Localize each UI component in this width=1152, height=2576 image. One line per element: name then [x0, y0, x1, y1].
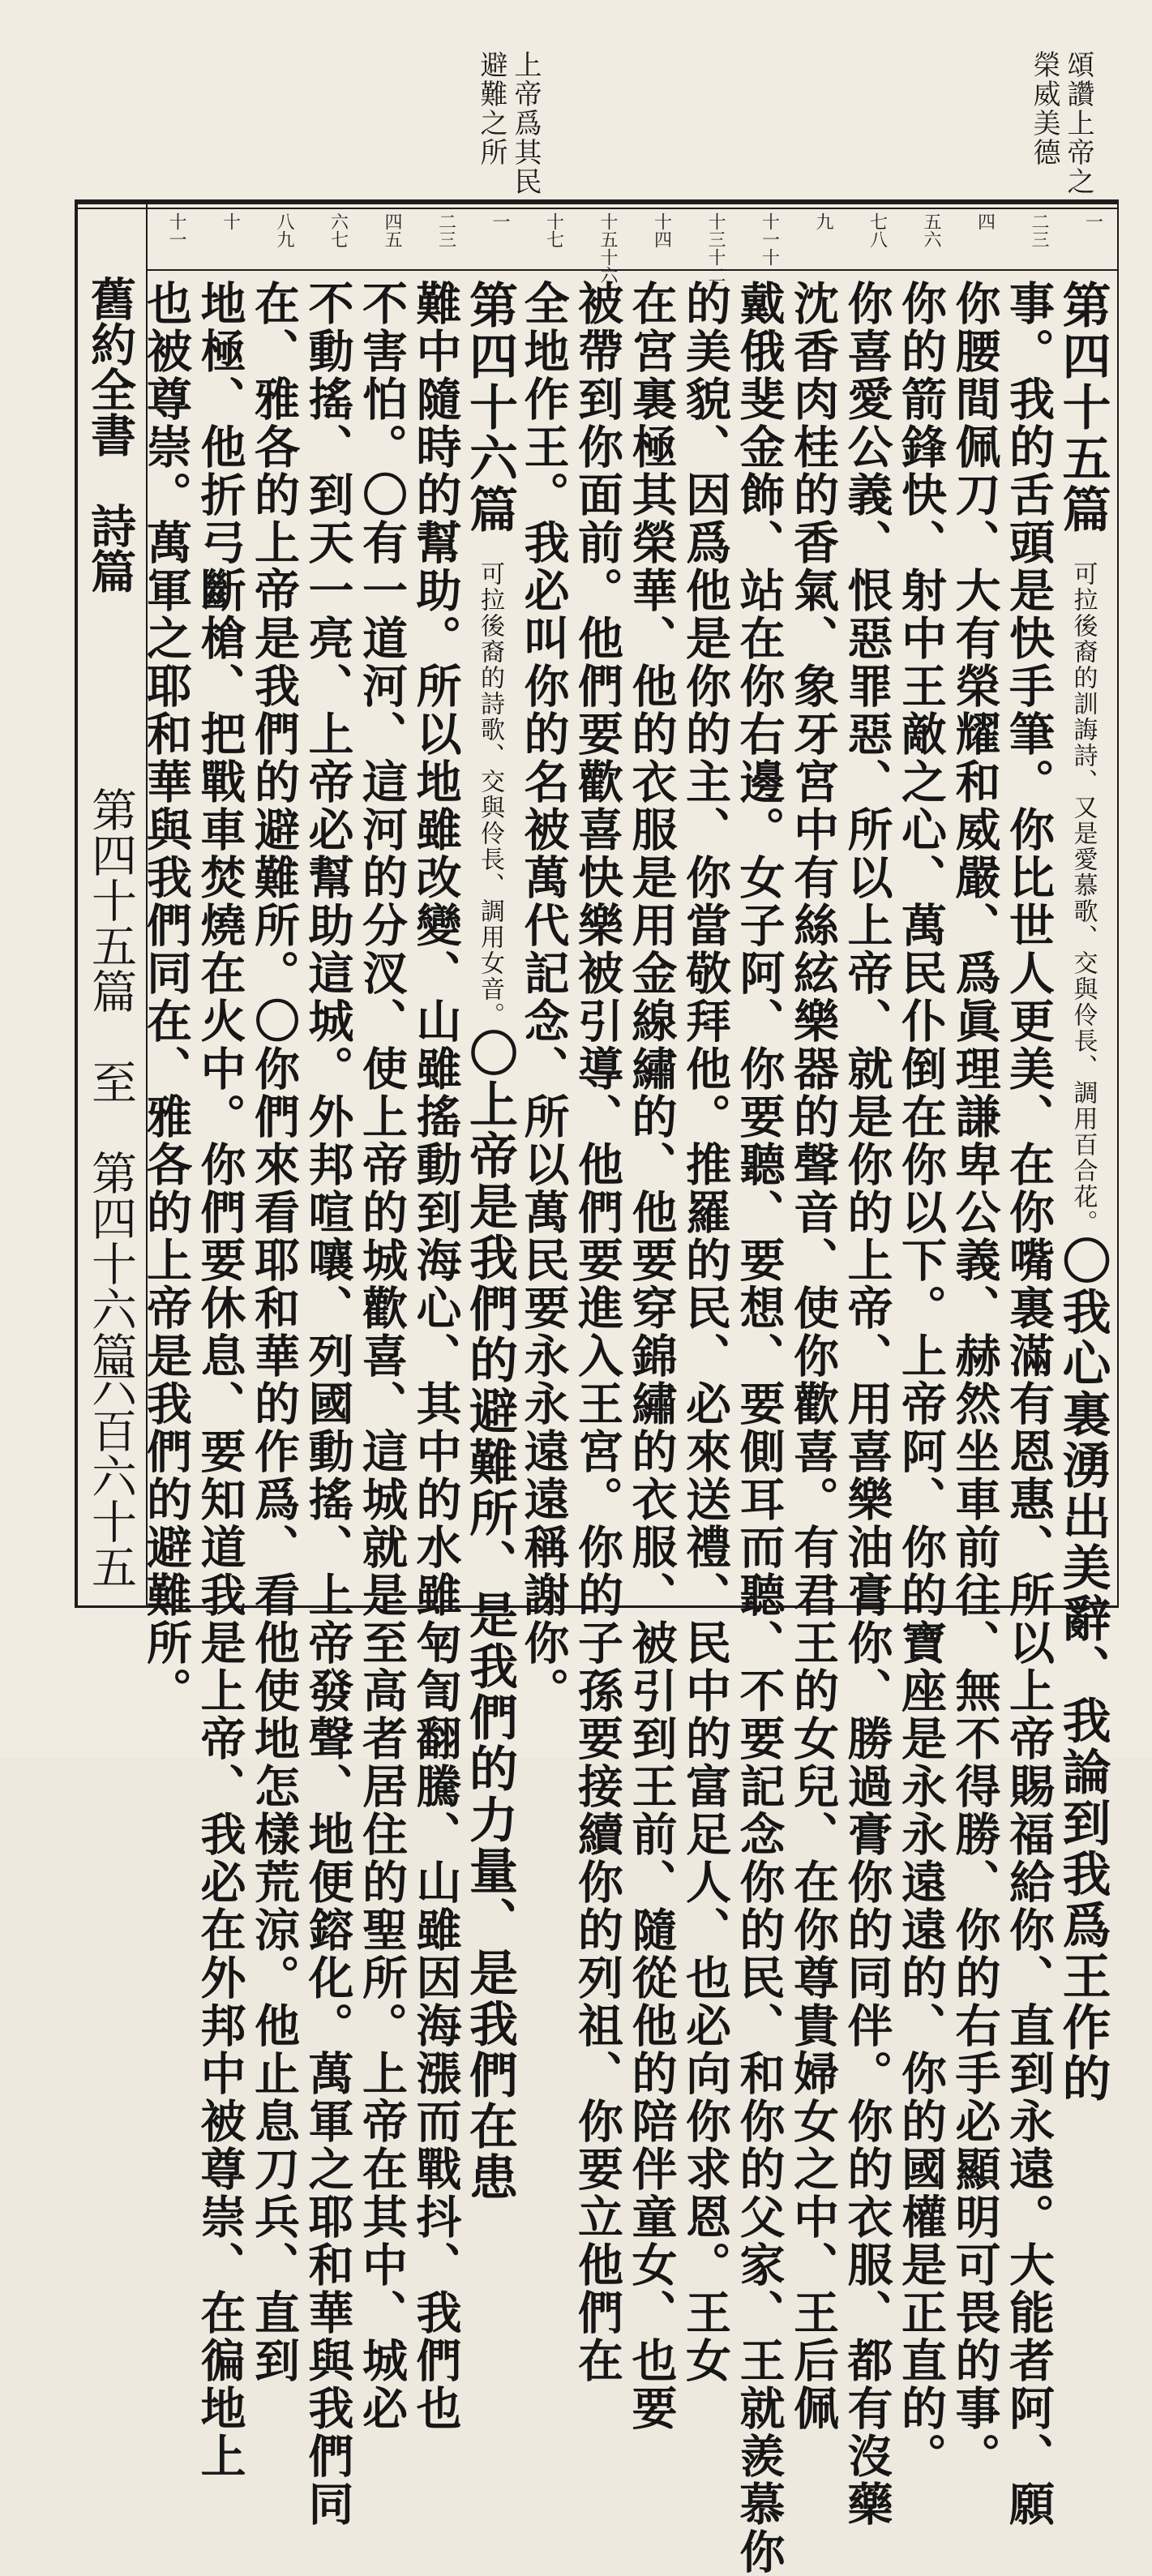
text-column	[409, 280, 463, 2432]
text-column	[786, 280, 840, 2432]
verse-number: 四	[974, 212, 996, 230]
verse-text: 你喜愛公義、恨惡罪惡、所以上帝、就是你的上帝、用喜樂油膏你、勝過膏你的同伴。你的衣服、都有沒藥	[840, 280, 894, 2528]
verse-number: 七八	[867, 212, 888, 248]
verse-text: 在宮裏極其榮華、他的衣服是用金線繡的、他要穿錦繡的衣服、被引到王前、隨從他的陪伴童女、也要	[624, 280, 679, 2432]
text-column	[624, 280, 679, 2432]
text-column	[355, 280, 409, 2432]
verse-number: 二三	[1029, 212, 1049, 248]
book-name: 詩篇	[84, 503, 137, 594]
verse-text: 也被尊崇。萬軍之耶和華與我們同在、雅各的上帝是我們的避難所。	[139, 280, 193, 1715]
verse-text: 在、雅各的上帝是我們的避難所。〇你們來看耶和華的作爲、看他使地怎樣荒涼。他止息刀兵、直到	[247, 280, 301, 2385]
verse-text: 的美貌、因爲他是你的主、你當敬拜他。推羅的民、必來送禮、民中的富足人、也必向你求恩。王女	[679, 280, 732, 2385]
verse-number: 十	[220, 212, 241, 230]
verse-text: 〇我心裏湧出美辭、我論到我爲王作的	[1054, 1236, 1111, 2104]
verse-number: 十三十二	[705, 212, 726, 284]
verse-number: 十七	[543, 212, 564, 248]
verse-text: 地極、他折弓斷槍、把戰車焚燒在火中。你們要休息、要知道我是上帝、我必在外邦中被尊崇、在徧地上	[193, 280, 247, 2480]
psalm-heading: 第四十五篇	[1054, 280, 1111, 535]
verse-number: 六七	[328, 212, 349, 248]
margin-note-left: 上帝爲其民避難之所	[475, 50, 542, 196]
chapter-range: 第四十五篇 至 第四十六篇	[84, 787, 137, 1377]
text-column	[139, 280, 193, 1715]
frame-top-inner-rule	[75, 208, 1119, 209]
text-column	[732, 280, 786, 2576]
book-title: 舊約全書	[84, 276, 137, 457]
psalm-heading: 第四十六篇	[461, 280, 518, 535]
frame-left-rule	[75, 199, 78, 1608]
text-column	[840, 280, 894, 2528]
verse-number: 四五	[382, 212, 402, 248]
verse-number: 十五十六	[597, 212, 618, 284]
text-column	[301, 280, 355, 2528]
verse-number: 一	[490, 212, 510, 230]
margin-note-right: 頌讚上帝之榮威美德	[1028, 50, 1094, 196]
verse-number: 九	[813, 212, 833, 230]
verse-number: 二三	[435, 212, 456, 248]
verse-text: 你的箭鋒快、射中王敵之心、萬民仆倒在你以下。上帝阿、你的寶座是永永遠遠的、你的國權是正直的。	[894, 280, 948, 2480]
text-column	[894, 280, 948, 2480]
verse-text: 沈香肉桂的香氣、象牙宮中有絲絃樂器的聲音、使你歡喜。有君王的女兒、在你尊貴婦女之中、王后佩	[786, 280, 840, 2432]
text-column	[1002, 280, 1056, 2528]
verse-text: 難中隨時的幫助。所以地雖改變、山雖搖動到海心、其中的水雖匉訇翻騰、山雖因海漲而戰抖、我們也	[409, 280, 463, 2432]
page-number: 六百六十五	[84, 1362, 137, 1589]
verse-number: 五六	[921, 212, 941, 248]
text-column	[1054, 280, 1111, 2104]
psalm-superscription: 可拉後裔的詩歌、交與伶長、調用女音。	[476, 535, 504, 1028]
verse-text: 你腰間佩刀、大有榮耀和威嚴、爲眞理謙卑公義、赫然坐車前往、無不得勝、你的右手必顯明可畏的事。	[948, 280, 1002, 2480]
verse-number: 十一十	[759, 212, 780, 266]
verse-band-rule	[148, 269, 1117, 271]
verse-text: 被帶到你面前。他們要歡喜快樂被引導、他們要進入王宮。你的子孫要接續你的列祖、你要立他們在	[571, 280, 624, 2385]
frame-right-rule	[1117, 199, 1119, 1608]
verse-text: 戴俄斐金飾、站在你右邊。女子阿、你要聽、要想、要側耳而聽、不要記念你的民、和你的父家、王就羨慕你	[732, 280, 786, 2576]
verse-text: 全地作王。我必叫你的名被萬代記念、所以萬民要永永遠遠稱謝你。	[516, 280, 571, 1715]
verse-text: 〇上帝是我們的避難所、是我們的力量、是我們在患	[461, 1028, 518, 2203]
text-column	[516, 280, 571, 1715]
verse-number: 八九	[274, 212, 294, 248]
text-column	[193, 280, 247, 2480]
text-column	[948, 280, 1002, 2480]
verse-number: 一	[1082, 212, 1103, 230]
text-column	[679, 280, 732, 2385]
text-column	[247, 280, 301, 2385]
verse-number: 十一	[166, 212, 186, 248]
frame-top-rule	[75, 199, 1119, 204]
verse-text: 事。我的舌頭是快手筆。你比世人更美、在你嘴裏滿有恩惠、所以上帝賜福給你、直到永遠。大能者阿、願	[1002, 280, 1056, 2528]
verse-text: 不害怕。〇有一道河、這河的分汊、使上帝的城歡喜、這城就是至高者居住的聖所。上帝在其中、城必	[355, 280, 409, 2432]
text-column	[571, 280, 624, 2385]
verse-number: 十四	[651, 212, 672, 248]
verse-text: 不動搖、到天一亮、上帝必幫助這城。外邦喧嚷、列國動搖、上帝發聲、地便鎔化。萬軍之耶和華與我們同	[301, 280, 355, 2528]
psalm-superscription: 可拉後裔的訓誨詩、又是愛慕歌、交與伶長、調用百合花。	[1068, 535, 1098, 1236]
text-column	[461, 280, 518, 2203]
